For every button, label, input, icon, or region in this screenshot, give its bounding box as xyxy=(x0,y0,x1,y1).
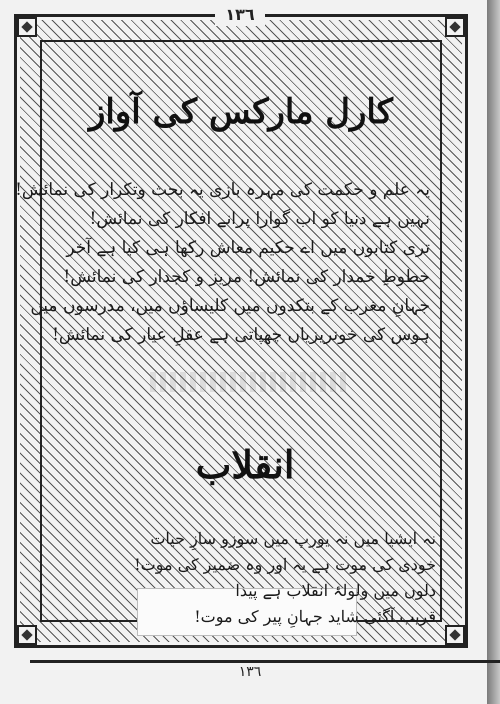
poem-title: کارل مارکس کی آواز xyxy=(89,92,393,132)
verse-line: خودی کی موت ہے یہ اور وہ ضمیر کی موت! xyxy=(134,555,436,574)
verse-line: نہ ایشیا میں نہ یورپ میں سوزو سازِ حیات xyxy=(150,529,436,548)
faded-marginal-note xyxy=(150,372,350,392)
verse-line: نہیں ہے دنیا کو اب گوارا پرانے افکار کی نمائش! xyxy=(89,209,430,229)
second-poem-title: انقلاب xyxy=(195,442,295,487)
poem-one xyxy=(15,176,430,350)
footer-page-number: ۱۳٦ xyxy=(238,664,262,680)
corner-ornament-bottom-right xyxy=(445,625,465,645)
verse-line: قریب آگئی شاید جہانِ پیر کی موت! xyxy=(194,607,436,626)
header-page-number: ۱۳٦ xyxy=(215,4,265,26)
verse-line: یہ علم و حکمت کی مہرہ بازی یہ بحث وتکرار کی نمائش! xyxy=(15,180,430,200)
verse-line: تری کتابوں میں اے حکیم معاش رکھا ہی کیا ہے آخر xyxy=(66,238,430,258)
corner-ornament-top-right xyxy=(445,17,465,37)
bottom-rule xyxy=(30,660,500,663)
verse-line: دلوں میں ولولۂ انقلاب ہے پیدا xyxy=(235,581,436,600)
corner-ornament-bottom-left xyxy=(17,625,37,645)
verse-line: خطوطِ خمدار کی نمائش! مریز و کجدار کی نمائش! xyxy=(63,267,430,287)
verse-line: ہوس کی خونریزیاں چھپاتی ہے عقلِ عیار کی نمائش! xyxy=(52,325,430,345)
verse-line: جہانِ مغرب کے بتکدوں میں کلیساؤں میں، مدرسوں میں xyxy=(30,296,430,316)
poem-two xyxy=(136,526,436,630)
corner-ornament-top-left xyxy=(17,17,37,37)
page-edge-shadow xyxy=(487,0,500,704)
